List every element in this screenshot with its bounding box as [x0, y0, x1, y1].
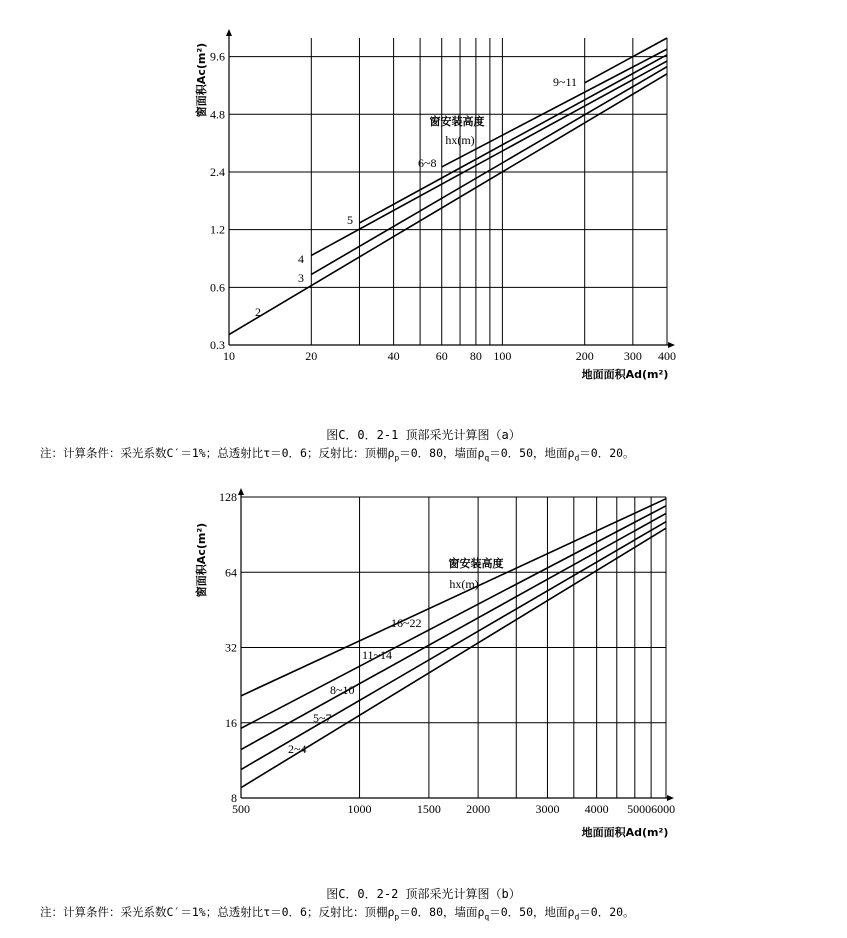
note-b-sub-p: p [394, 912, 400, 922]
note-b-sub-d: d [574, 912, 580, 922]
note-a-sub-p: p [394, 453, 400, 463]
note-b-post: ＝0．20。 [579, 905, 635, 919]
series-line-16~22 [241, 499, 666, 696]
x-tick-label: 60 [435, 349, 448, 363]
series-label-2~4: 2~4 [288, 742, 307, 756]
x-tick-label: 2000 [466, 802, 491, 816]
y-tick-label: 16 [225, 715, 237, 730]
y-tick-label: 64 [225, 565, 237, 580]
note-b-pre: 注：计算条件：采光系数C′＝1%；总透射比τ＝0．6；反射比：顶棚ρ [40, 905, 395, 919]
x-axis-label: 地面面积Ad(m²) [581, 826, 669, 839]
y-tick-label: 0.6 [210, 280, 225, 295]
y-tick-label: 4.8 [210, 107, 225, 122]
y-axis-arrow [238, 488, 244, 495]
series-label-6~8: 6~8 [418, 156, 437, 170]
y-tick-label: 9.6 [210, 49, 225, 64]
chart-a [194, 29, 676, 381]
series-label-3: 3 [298, 271, 304, 285]
y-tick-label: 1.2 [210, 222, 225, 237]
note-a-pre: 注：计算条件：采光系数C′＝1%；总透射比τ＝0．6；反射比：顶棚ρ [40, 446, 395, 460]
note-a-sub-q: q [484, 453, 490, 463]
series-label-5: 5 [347, 213, 353, 227]
x-tick-label: 3000 [535, 802, 560, 816]
series-line-3 [311, 67, 667, 275]
note-a [40, 446, 635, 465]
series-line-8~10 [241, 513, 666, 749]
x-tick-label: 80 [469, 349, 482, 363]
series-label-4: 4 [298, 252, 304, 266]
x-axis-arrow [668, 342, 675, 348]
y-tick-label: 32 [225, 640, 237, 655]
note-b [40, 905, 635, 924]
legend-subtitle: hx(m) [449, 577, 479, 591]
x-tick-label: 40 [387, 349, 400, 363]
x-tick-label: 200 [575, 349, 594, 363]
note-a-mid1: ＝0．80，墙面ρ [399, 446, 485, 460]
x-tick-label: 400 [658, 349, 676, 363]
y-tick-label: 0.3 [210, 338, 225, 352]
x-tick-label: 1000 [347, 802, 372, 816]
series-label-5~7: 5~7 [313, 711, 332, 725]
caption-b: 图C．0．2-2 顶部采光计算图（b） [326, 887, 521, 901]
series-label-16~22: 16~22 [391, 616, 422, 630]
y-tick-label: 8 [231, 791, 237, 805]
note-b-mid1: ＝0．80，墙面ρ [399, 905, 485, 919]
x-tick-label: 1500 [416, 802, 441, 816]
series-line-5 [359, 55, 667, 223]
y-axis-label: 窗面积Ac(m²) [195, 42, 208, 118]
series-label-9~11: 9~11 [553, 75, 578, 89]
legend-title: 窗安装高度 [429, 115, 485, 128]
note-a-post: ＝0．20。 [579, 446, 635, 460]
x-tick-label: 500 [232, 802, 250, 816]
y-axis-label: 窗面积Ac(m²) [195, 522, 208, 598]
y-tick-label: 128 [219, 490, 237, 504]
x-tick-label: 50006000 [627, 802, 676, 816]
x-tick-label: 10 [223, 349, 235, 363]
x-tick-label: 4000 [584, 802, 609, 816]
x-axis-label: 地面面积Ad(m²) [581, 368, 669, 381]
x-tick-label: 300 [623, 349, 642, 363]
note-b-sub-q: q [484, 912, 490, 922]
series-line-9~11 [585, 38, 667, 83]
x-tick-label: 20 [305, 349, 318, 363]
note-a-sub-d: d [574, 453, 580, 463]
series-label-11~14: 11~14 [362, 648, 393, 662]
y-tick-label: 2.4 [210, 164, 225, 179]
note-b-mid2: ＝0．50，地面ρ [489, 905, 575, 919]
series-label-2: 2 [255, 305, 261, 319]
caption-a: 图C．0．2-1 顶部采光计算图（a） [326, 428, 521, 442]
series-line-2 [229, 74, 667, 335]
legend-subtitle: hx(m) [445, 133, 475, 147]
legend-title: 窗安装高度 [448, 557, 504, 570]
x-tick-label: 100 [493, 349, 512, 363]
chart-b [194, 488, 675, 839]
x-axis-arrow [667, 795, 674, 801]
note-a-mid2: ＝0．50，地面ρ [489, 446, 575, 460]
y-axis-arrow [226, 29, 232, 36]
series-line-11~14 [241, 506, 666, 728]
series-label-8~10: 8~10 [330, 683, 355, 697]
series-line-4 [311, 61, 667, 255]
